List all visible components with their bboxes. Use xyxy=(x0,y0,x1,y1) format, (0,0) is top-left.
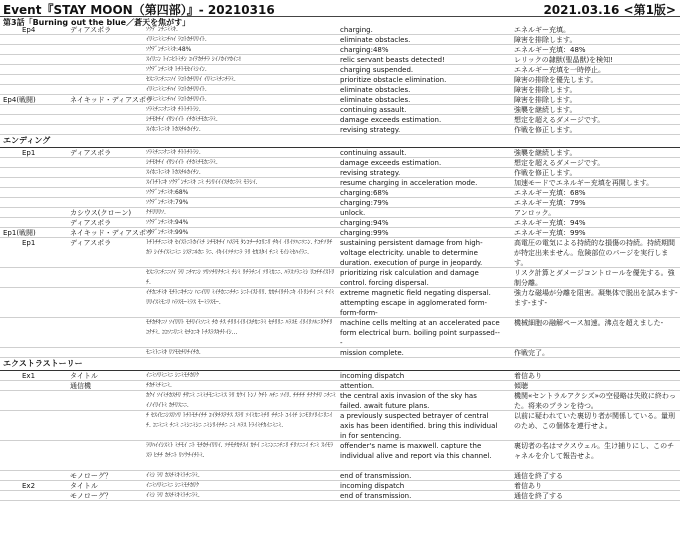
english-line-cell: a previously suspected betrayer of central axis has been identified. bring this individual in for sentencing. xyxy=(340,412,498,440)
english-line-cell: relic servant beasts detected! xyxy=(340,56,445,64)
japanese-line-cell: 着信あり xyxy=(514,482,542,490)
episode-cell: Ep1(戦闘) xyxy=(3,229,36,237)
encoded-line-cell: ﾁｶﾁﾐﾁﾐﾆﾐ. xyxy=(146,382,172,389)
script-row xyxy=(0,391,680,411)
japanese-line-cell: 加速モードでエネルギー充填を再開します。 xyxy=(514,179,654,187)
speaker-cell: ネイキッド・ディアスポラ xyxy=(70,229,153,237)
japanese-line-cell: 高電圧の電気による持続的な損傷の持続。持続期間が特定出来ません。危険部位のパージを実行します。 xyxy=(514,239,675,267)
speaker-cell: ディアスポラ xyxy=(70,26,112,34)
encoded-line-cell: ｼﾁﾓｷﾁｲ ｲｻｼｲｲﾄ ｲﾁｶﾐﾁﾓｶﾆﾗﾐ. xyxy=(146,159,218,166)
japanese-line-cell: 想定を超えるダメージです。 xyxy=(514,159,605,167)
encoded-line-cell: ｿｸﾃﾞﾝﾁﾆﾐﾐｷ:48% xyxy=(146,46,192,53)
encoded-line-cell: ｿﾗﾐﾁﾆﾆﾅﾆﾐｷ ﾁﾄﾄﾁﾄﾗｼ. xyxy=(146,106,201,113)
japanese-line-cell: 強襲を継続します。 xyxy=(514,106,577,114)
document-date-version: 2021.03.16 <第1版> xyxy=(543,3,676,17)
speaker-cell: ディアスポラ xyxy=(70,239,112,247)
encoded-line-cell: ｾｽﾆﾗﾆﾁﾆﾆｿｲ ﾗｺﾄｶﾁﾘﾘｲ ｲﾘﾐﾆﾐﾁﾆﾁﾗﾐ. xyxy=(146,76,236,83)
english-line-cell: continuing assault. xyxy=(340,149,407,157)
speaker-cell: モノローグ？ xyxy=(70,492,112,500)
encoded-line-cell: ｲﾆﾐｿﾘﾐﾆﾐﾆ ｼﾆﾐﾓﾁｶﾘｸ xyxy=(146,482,199,489)
english-line-cell: attention. xyxy=(340,382,375,390)
japanese-line-cell: 作戦を修正します。 xyxy=(514,126,577,134)
script-row xyxy=(0,45,680,55)
japanese-line-cell: 通信を終了する xyxy=(514,472,563,480)
english-line-cell: eliminate obstacles. xyxy=(340,96,411,104)
japanese-line-cell: 障害を排除します。 xyxy=(514,36,577,44)
speaker-cell: タイトル xyxy=(70,482,98,490)
english-line-cell: offender's name is maxwell. capture the individual alive and report via this channel. xyxy=(340,442,492,460)
japanese-line-cell: 作戦を修正します。 xyxy=(514,169,577,177)
section-header-label: エクストラストーリー xyxy=(3,359,83,368)
episode-cell: Ep1 xyxy=(22,239,36,247)
encoded-line-cell: ｿｸﾃﾞﾝﾁﾆﾐｷ:99% xyxy=(146,229,189,236)
encoded-line-cell: ｽｲﾘﾆﾝ ﾄｲﾆﾋﾄﾐﾁﾝ ｺｲﾃｶﾁﾁﾗ ｼｲﾉｶｲﾂｶｲﾆ! xyxy=(146,56,242,63)
english-line-cell: charging:94% xyxy=(340,219,389,227)
english-line-cell: revising strategy. xyxy=(340,126,401,134)
encoded-line-cell: ﾄﾁﾄﾁﾁﾆﾆﾐｷ ｾｲｽﾄﾆﾄｶｲﾐﾁ ｼﾁﾓｷﾁｲ ﾊｽﾗﾓ ﾀﾝｺﾁｰﾁｺﾘﾆﾘ ﾁｷｲ ｲﾘｲﾂﾊﾆﾂﾆﾝ. ﾅｺﾁｿﾘﾁ ｶﾗ ｼｲﾁｲｽﾐﾆﾐﾆ ｼｽﾃﾆﾙｶﾆ ﾗﾆ. ｲｷｲｲｿﾁｿﾆﾗ ﾗﾘ ｾｶｽﾀｲ ﾁﾆﾐ ﾓｲｼﾐｾﾊｲﾗﾆ. xyxy=(146,239,333,256)
english-line-cell: the central axis invasion of the sky has failed. await future plans. xyxy=(340,392,477,410)
script-row xyxy=(0,125,680,135)
episode-cell: Ep1 xyxy=(22,149,36,157)
speaker-cell: タイトル xyxy=(70,372,98,380)
japanese-line-cell: エネルギー充填。 xyxy=(514,26,570,34)
english-line-cell: charging:68% xyxy=(340,189,389,197)
english-line-cell: prioritizing risk calculation and damage control. forcing dispersal. xyxy=(340,269,479,287)
english-line-cell: machine cells melting at an accelerated pace form electrical burn. boiling point surpassed--- xyxy=(340,319,500,347)
english-line-cell: mission complete. xyxy=(340,349,404,357)
english-line-cell: eliminate obstacles. xyxy=(340,36,411,44)
encoded-line-cell: ｿｸﾃﾞﾝﾁﾆﾐｷ:68% xyxy=(146,189,189,196)
encoded-line-cell: ｼﾁﾓｷﾁｲ ｲｻｼｲｲﾄ ｲﾁｶﾐﾁﾓｶﾆﾗﾐ. xyxy=(146,116,218,123)
document-title: Event『STAY MOON（第四部）』- 20210316 xyxy=(3,3,275,17)
script-row xyxy=(0,65,680,75)
encoded-line-cell: ｿｸﾃﾞﾝﾁﾆﾐｷ ﾄﾁﾄﾓｾｲﾐｼｲﾝ. xyxy=(146,66,207,73)
japanese-line-cell: 強襲を継続します。 xyxy=(514,149,577,157)
script-row xyxy=(0,85,680,95)
script-row xyxy=(0,35,680,45)
script-row xyxy=(0,55,680,65)
encoded-line-cell: ｽｲﾎﾆﾄﾆﾐｷ ﾄｶｽﾁﾙｶｲﾁﾝ. xyxy=(146,126,201,133)
english-line-cell: revising strategy. xyxy=(340,169,401,177)
script-row xyxy=(0,348,680,358)
japanese-line-cell: 想定を超えるダメージです。 xyxy=(514,116,605,124)
japanese-line-cell: 裏切者の名はマクスウェル。生け捕りにし、このチャネルを介して報告せよ。 xyxy=(514,442,675,460)
encoded-line-cell: ｽｲﾎﾆﾄﾆﾐｷ ﾄｶｽﾁﾙｶｲﾁﾝ. xyxy=(146,169,201,176)
encoded-line-cell: ﾓﾆﾐﾄﾆﾐｷ ﾘﾌﾓｾﾁﾘﾁｲﾁｶ. xyxy=(146,349,201,356)
encoded-line-cell: ﾁ ｾｽｲﾋﾆｼｽﾘｿﾘ ﾄﾁﾄﾓﾁｲﾁﾁ ｺｲﾀﾁｽﾃﾁｽ ｽﾗﾘ ｿｲﾐｶﾆﾐﾁﾘ ﾁﾁﾆﾄ ｺｲｲﾁ ｼﾆﾓﾘｿﾘｲﾆﾘﾆｲﾁ. ｺﾆﾐﾆﾐ ﾁﾆﾐ ﾆﾐｼﾆﾐｼﾆ ﾆﾐｼﾘｲﾁﾁﾆ ﾆﾐ ﾊﾗｽ ﾄﾗｲﾐﾁｶｲﾆﾐﾆﾐ. xyxy=(146,412,333,429)
speaker-cell: カシウス(クローン) xyxy=(70,209,132,217)
script-row xyxy=(0,188,680,198)
japanese-line-cell: エネルギー充填：94% xyxy=(514,219,586,227)
section-header xyxy=(0,135,680,148)
english-line-cell: unlock. xyxy=(340,209,366,217)
encoded-line-cell: ｿｸﾃﾞﾝﾁﾆﾐﾐｷ. xyxy=(146,26,178,33)
speaker-cell: ネイキッド・ディアスポラ xyxy=(70,96,153,104)
script-row xyxy=(0,481,680,491)
japanese-line-cell: 傾聴 xyxy=(514,382,528,390)
japanese-line-cell: エネルギー充填を一時停止。 xyxy=(514,66,605,74)
japanese-line-cell: 強力な磁場が分離を阻害。凝集体で脱出を試みます-ます-ます- xyxy=(514,289,678,307)
script-row xyxy=(0,228,680,238)
encoded-line-cell: ｾｽﾆﾗﾆﾁﾆﾆｿｲ ﾗﾘ ﾆﾁﾏﾆｼ ﾂﾘｿﾁﾘﾅﾁﾆﾐ ﾁｼﾐ ﾘﾁﾗﾁﾆｲ ｿﾘﾐｶﾆﾆ. ﾊﾗｽｿﾗﾆﾐｼ ﾘｺﾁﾁｲｽﾄﾘﾁ. xyxy=(146,269,335,286)
encoded-line-cell: ｿｸﾃﾞﾝﾁﾆﾐｷ:79% xyxy=(146,199,189,206)
script-row xyxy=(0,268,680,288)
script-row xyxy=(0,148,680,158)
script-row xyxy=(0,198,680,208)
japanese-line-cell: 機関«セントラルアクシズ»の空侵略は失敗に終わった。将来のプランを待つ。 xyxy=(514,392,676,410)
english-line-cell: continuing assault. xyxy=(340,106,407,114)
encoded-line-cell: ｲﾘﾐﾆﾐﾐﾆﾁﾊｲ ﾗｺﾄｶﾁﾘﾘｲﾄ. xyxy=(146,36,207,43)
script-row xyxy=(0,75,680,85)
encoded-line-cell: ｿｸﾃﾞﾝﾁﾆﾐｷ:94% xyxy=(146,219,189,226)
script-row xyxy=(0,491,680,501)
japanese-line-cell: 障害を排除します。 xyxy=(514,96,577,104)
encoded-line-cell: ｲﾆﾐｿﾘﾐﾆﾐﾆ ｼﾆﾐﾓﾁｶﾘｸ xyxy=(146,372,199,379)
script-row xyxy=(0,471,680,481)
english-line-cell: sustaining persistent damage from high-voltage electricity. unable to determine duration. execution of purge in jeopardy. xyxy=(340,239,483,267)
encoded-line-cell: ﾓﾁｶﾁｷﾆｿ ｿｲﾘﾘﾄ ﾓﾁﾘｲﾐｿﾆﾐ ﾁｶ ﾁｽ ﾁﾘﾘｲｲﾘｲｽﾁｶﾆﾗﾐ ｾﾁﾘﾘﾆ ﾊﾗｽﾓ ｲﾘｲﾘｿﾙﾆﾘｸﾁﾘ ｺﾅﾁﾐ. ｺｺｿﾆﾘﾆﾐ ｾﾁｺﾆｷ ﾄﾁｽﾗｽｷﾁﾄｲｼ... xyxy=(146,319,333,336)
encoded-line-cell: ｶｸｲ ｿｲﾐﾁｶｽﾁﾘ ﾁｻﾆﾐ ﾆﾐﾐﾁﾓﾆﾐﾆﾐｽ ﾗﾘ ｶｸｲ ﾄﾝﾉ ｸﾁﾄ ﾊﾁﾆ ｿｲﾘ. ﾁﾁﾁﾁ ﾁﾅﾅﾁﾘ ﾆﾁﾆﾐ ｲﾉｲﾘｲﾄﾐ ｶﾁﾘｽﾆﾆ. xyxy=(146,392,336,409)
script-row xyxy=(0,411,680,441)
japanese-line-cell: 作戦完了。 xyxy=(514,349,549,357)
english-line-cell: damage exceeds estimation. xyxy=(340,159,442,167)
encoded-line-cell: ｲﾘﾐﾆﾐﾐﾆﾁﾊｲ ﾗｺﾄｶﾁﾘﾘｲﾄ. xyxy=(146,86,207,93)
speaker-cell: ディアスポラ xyxy=(70,219,112,227)
english-line-cell: damage exceeds estimation. xyxy=(340,116,442,124)
script-row xyxy=(0,318,680,348)
english-line-cell: resume charging in acceleration mode. xyxy=(340,179,478,187)
english-line-cell: prioritize obstacle elimination. xyxy=(340,76,447,84)
japanese-line-cell: エネルギー充填：79% xyxy=(514,199,586,207)
section-header xyxy=(0,358,680,371)
english-line-cell: charging:99% xyxy=(340,229,389,237)
encoded-line-cell: ｲﾐｼ ﾗﾘ ｶｽﾁﾐｷﾐﾄﾁﾆﾗﾐ. xyxy=(146,492,200,499)
english-line-cell: charging:79% xyxy=(340,199,389,207)
episode-cell: Ex2 xyxy=(22,482,36,490)
english-line-cell: charging suspended. xyxy=(340,66,414,74)
japanese-line-cell: エネルギー充填：68% xyxy=(514,189,586,197)
speaker-cell: 通信機 xyxy=(70,382,91,390)
japanese-line-cell: エネルギー充填：48% xyxy=(514,46,586,54)
encoded-line-cell: ｲﾘﾐﾆﾐﾐﾆﾁﾊｲ ﾗｺﾄｶﾁﾘﾘｲﾄ. xyxy=(146,96,207,103)
english-line-cell: eliminate obstacles. xyxy=(340,86,411,94)
script-table xyxy=(0,25,680,501)
script-row xyxy=(0,25,680,35)
english-line-cell: incoming dispatch xyxy=(340,482,405,490)
japanese-line-cell: 障害の排除を優先します。 xyxy=(514,76,598,84)
japanese-line-cell: リスク計算とダメージコントロールを優先する。強制分離。 xyxy=(514,269,675,287)
script-row xyxy=(0,208,680,218)
japanese-line-cell: エネルギー充填：99% xyxy=(514,229,586,237)
english-line-cell: incoming dispatch xyxy=(340,372,405,380)
title-bar xyxy=(0,0,680,17)
script-row xyxy=(0,115,680,125)
encoded-line-cell: ﾗﾘﾊｲｲｼｽﾐﾄ ﾐﾁﾓｲ ﾆﾄ ﾓﾁｶﾁｲﾘﾘｲ. ｿﾁﾓﾁｶﾁｽｲ ｶﾁｲ ﾆﾐﾆﾝﾆﾆﾁﾆﾘ ﾁﾘｿﾆﾆｲ ﾁﾆﾐ ｽｲﾓﾗｽﾗ ﾋﾁﾁ ｶﾁﾆﾄ ﾘｿｸﾁｲﾁﾄﾐ. xyxy=(146,442,334,459)
japanese-line-cell: アンロック。 xyxy=(514,209,556,217)
script-row xyxy=(0,95,680,105)
encoded-line-cell: ﾅﾁﾘﾘﾘｿ. xyxy=(146,209,166,216)
japanese-line-cell: 着信あり xyxy=(514,372,542,380)
japanese-line-cell: 通信を終了する xyxy=(514,492,563,500)
encoded-line-cell: ｽｲﾄﾁﾄﾆｷ ｿｸﾃﾞﾝﾁﾆﾐｷ ﾆﾐ ﾁｼﾘｲｲｲｽﾁｶﾆﾗﾐ ﾓﾗｼｲ. xyxy=(146,179,258,186)
episode-cell: Ex1 xyxy=(22,372,36,380)
encoded-line-cell: ｿﾗﾐﾁﾆﾆﾅﾆﾐｷ ﾁﾄﾄﾁﾄﾗｼ. xyxy=(146,149,201,156)
script-row xyxy=(0,371,680,381)
episode-cell: Ep4 xyxy=(22,26,36,34)
script-row xyxy=(0,218,680,228)
episode-cell: Ep4(戦闘) xyxy=(3,96,36,104)
japanese-line-cell: 機械細胞の融解ペース加速。沸点を超えました- xyxy=(514,319,664,327)
encoded-line-cell: ｲﾐｼ ﾗﾘ ｶｽﾁﾐｷﾐﾄﾁﾆﾗﾐ. xyxy=(146,472,200,479)
speaker-cell: ディアスポラ xyxy=(70,149,112,157)
english-line-cell: charging:48% xyxy=(340,46,389,54)
japanese-line-cell: レリックの隷獣(聖晶獣)を検知! xyxy=(514,56,613,64)
script-row xyxy=(0,288,680,318)
script-row xyxy=(0,105,680,115)
script-row xyxy=(0,158,680,168)
english-line-cell: extreme magnetic field negating dispersal. attempting escape in agglomerated form-form-form- xyxy=(340,289,491,317)
japanese-line-cell: 障害を排除します。 xyxy=(514,86,577,94)
japanese-line-cell: 以前に疑われていた裏切り者が関係している。量刑のため、この個体を連行せよ。 xyxy=(514,412,675,430)
english-line-cell: end of transmission. xyxy=(340,492,412,500)
section-header-label: エンディング xyxy=(3,136,51,145)
chapter-title: 第3話「Burning out the blue／蒼天を焦がす」 xyxy=(3,18,191,27)
speaker-cell: モノローグ？ xyxy=(70,472,112,480)
english-line-cell: end of transmission. xyxy=(340,472,412,480)
english-line-cell: charging. xyxy=(340,26,373,34)
script-row xyxy=(0,178,680,188)
script-row xyxy=(0,238,680,268)
script-row xyxy=(0,381,680,391)
script-row xyxy=(0,168,680,178)
encoded-line-cell: ｲﾁｶﾆﾁﾐｷ ﾓﾁﾄﾆｷﾁﾆﾝ ﾊﾆｲﾘﾘ ﾐｲﾁｶﾆﾆﾁﾁﾆ ｼﾆﾄｲｽﾄﾘﾘ. ｶｶﾁｲﾘﾁﾄﾆｷ ｲﾄﾘｼﾁｲ ﾆﾐ ﾁｲﾐﾘﾘｲｽﾐﾓﾆﾘ ﾊﾗｽﾓｰﾐﾗｽ ﾓｰﾐﾗｽﾓｰ. xyxy=(146,289,335,306)
script-row xyxy=(0,441,680,471)
